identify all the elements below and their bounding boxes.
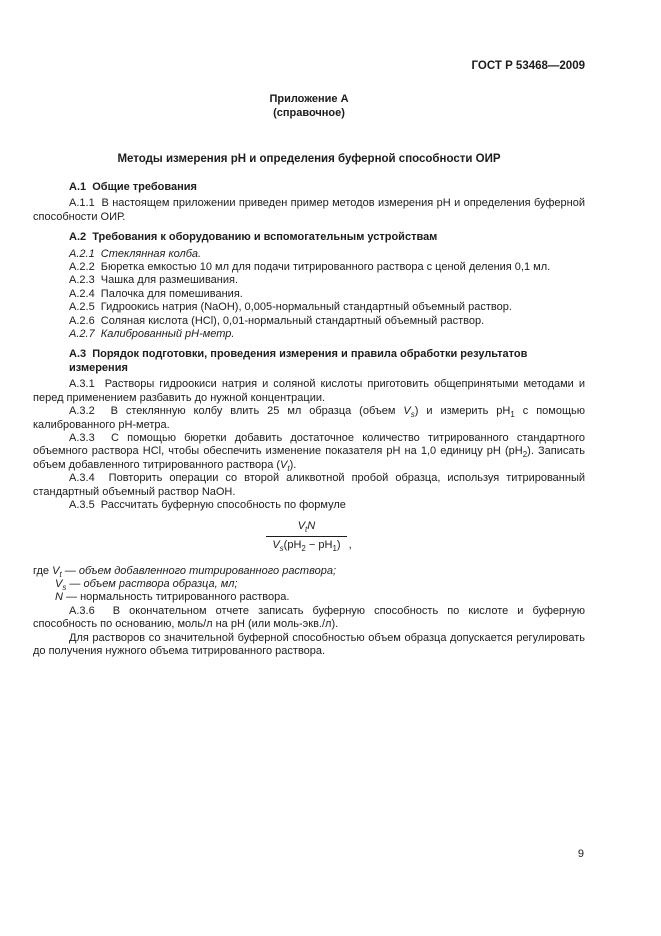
text-segment: А.3 Порядок подготовки, проведения измерения и правила обработки результатов измерения <box>69 348 528 374</box>
text-segment: 2 <box>301 543 306 553</box>
text-segment: объем добавленного титрированного раствора; <box>78 564 337 577</box>
page-title: Методы измерения pH и определения буферной способности ОИР <box>117 153 501 165</box>
text-segment: s <box>410 410 415 420</box>
text-segment: − pH <box>305 538 333 551</box>
where-list <box>33 565 585 605</box>
text-segment: А.2.3 Чашка для размешивания. <box>69 274 239 287</box>
text-segment: Для растворов со значительной буферной способностью объем образца допускается регулировать до получения нужного объема титрированного раствора. <box>33 631 585 657</box>
formula-comma: , <box>348 539 352 552</box>
text-segment: А.3.4 Повторить операции со второй аликвотной пробой образца, используя титрированный стандартный объемный раствор NaOH. <box>33 472 585 498</box>
list-item <box>33 288 585 301</box>
text-segment: s <box>279 543 284 553</box>
text-segment: А.3.6 В окончательном отчете записать буферную способность по кислоте и буферную способность по основанию, моль/л на pH (или моль-экв./л). <box>33 604 585 631</box>
section-heading <box>33 231 585 244</box>
text-segment: s <box>62 583 67 593</box>
list-item <box>33 301 585 314</box>
doc-code: ГОСТ Р 53468—2009 <box>471 60 585 72</box>
paragraph <box>33 432 585 472</box>
text-segment: N <box>307 520 316 533</box>
text-segment: V <box>403 405 411 418</box>
text-segment: А.3.1 Растворы гидроокиси натрия и соляной кислоты приготовить общепринятыми методами и перед применением разбавить до нужной концентрации. <box>33 378 585 404</box>
text-segment: с помощью калиброванного pH-метра. <box>33 405 585 431</box>
text-segment: t <box>305 525 308 535</box>
text-segment: N <box>55 591 63 604</box>
where-line <box>33 591 585 604</box>
text-segment: V <box>55 577 63 590</box>
paragraph <box>33 378 585 405</box>
text-segment: 2 <box>522 450 528 460</box>
paragraph <box>33 405 585 432</box>
text-segment: А.2.2 Бюретка емкостью 10 мл для подачи титрированного раствора с ценой деления 0,1 мл. <box>69 261 551 274</box>
text-segment: V <box>297 520 306 533</box>
text-segment: t <box>59 569 62 579</box>
list-item <box>33 328 585 341</box>
text-segment: А.2.5 Гидроокись натрия (NaOH), 0,005-нормальный стандартный объемный раствор. <box>69 301 512 314</box>
text-segment: А.3.2 В стеклянную колбу влить 25 мл образца (объем <box>69 405 404 418</box>
text-segment: А.1.1 В настоящем приложении приведен пример методов измерения pH и определения буферной способности ОИР. <box>33 197 585 223</box>
formula <box>33 520 585 552</box>
text-segment: А.2 Требования к оборудованию и вспомогательным устройствам <box>69 231 438 244</box>
text-segment: 1 <box>510 410 515 420</box>
section-heading <box>33 348 585 375</box>
where-line <box>33 578 585 591</box>
list-item <box>33 261 585 274</box>
blocks <box>33 181 585 658</box>
where-line <box>33 565 585 578</box>
appendix-block <box>33 92 585 120</box>
fraction <box>266 520 346 552</box>
text-segment: где <box>33 564 53 577</box>
text-segment: V <box>280 458 288 471</box>
text-segment: ) и измерить pH <box>414 405 511 418</box>
page-number: 9 <box>577 848 584 860</box>
paragraph <box>33 197 585 224</box>
text-segment: 1 <box>332 543 337 553</box>
paragraph <box>33 499 585 512</box>
paragraph <box>33 605 585 632</box>
text-segment: — <box>66 577 84 590</box>
text-segment: — <box>61 564 79 577</box>
text-segment: ). <box>289 458 297 471</box>
text-segment: нормальность титрированного раствора. <box>80 591 290 604</box>
section-heading <box>33 181 585 194</box>
list-item <box>33 248 585 261</box>
text-segment: (pH <box>283 538 302 551</box>
text-segment: А.2.7 Калиброванный pH-метр. <box>69 328 235 341</box>
text-segment: V <box>52 564 60 577</box>
text-segment: t <box>287 463 290 473</box>
paragraph <box>33 472 585 499</box>
text-segment: А.2.4 Палочка для помешивания. <box>69 287 243 300</box>
text-segment: А.1 Общие требования <box>69 181 197 193</box>
list-item <box>33 274 585 287</box>
text-segment: А.3.3 С помощью бюретки добавить достаточное количество титрированного стандартного объемного раствора HCl, чтобы обеспечить изменение показателя pH на 1,0 единицу pH (pH <box>33 431 585 458</box>
text-segment: А.3.5 Рассчитать буферную способность по формуле <box>69 498 346 511</box>
text-segment: — <box>62 591 81 604</box>
list-item <box>33 315 585 328</box>
text-segment: А.2.6 Соляная кислота (HCl), 0,01-нормальный стандартный объемный раствор. <box>69 314 485 327</box>
text-segment: объем раствора образца, мл; <box>83 577 238 590</box>
appendix-kind: (справочное) <box>273 107 345 119</box>
text-segment: А.2.1 Стеклянная колба. <box>69 247 202 260</box>
formula-numerator <box>266 520 346 535</box>
text-segment: ) <box>336 538 341 551</box>
appendix-label: Приложение А <box>269 93 349 105</box>
formula-denominator <box>266 536 346 552</box>
text-segment: ). Записать объем добавленного титрированного раствора ( <box>33 445 585 471</box>
text-segment: V <box>272 538 280 551</box>
paragraph <box>33 632 585 659</box>
